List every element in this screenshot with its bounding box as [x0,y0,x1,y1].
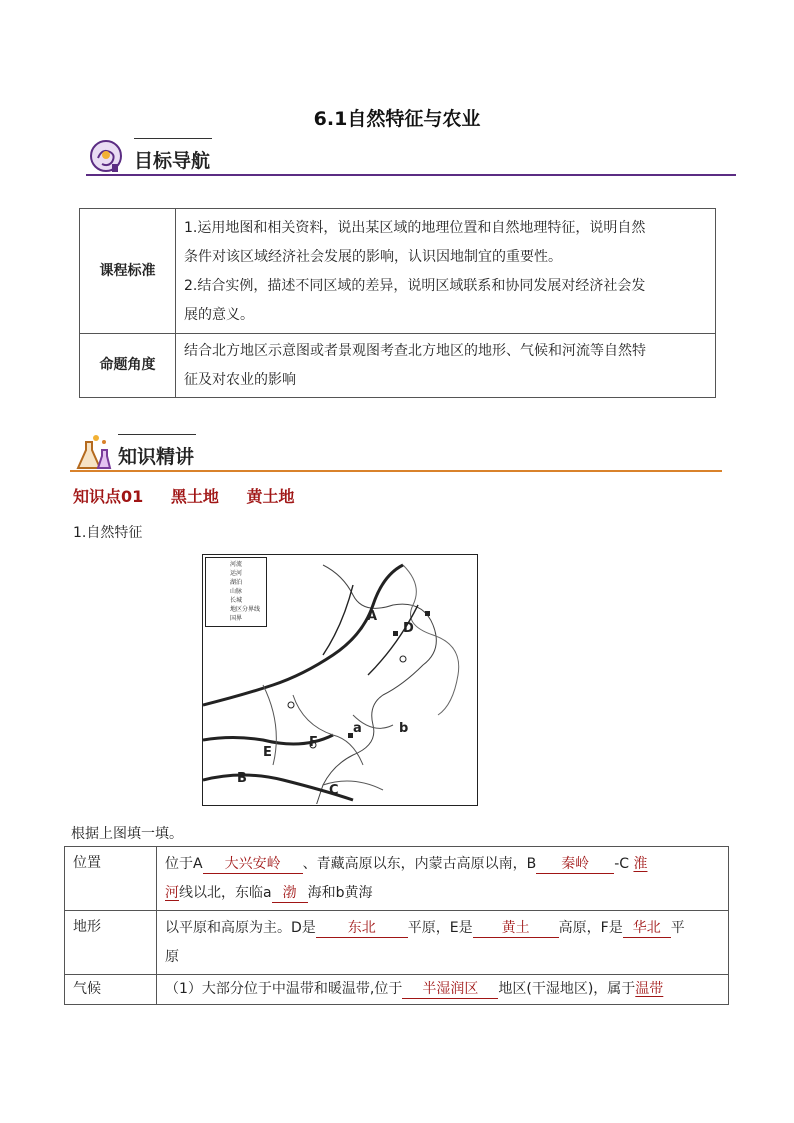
content-line: 展的意义。 [184,307,254,323]
legend-item: 地区分界线 [230,606,261,613]
content-line: 原 [165,948,179,965]
answer-blank: 黄土 [473,919,559,938]
row-label: 地形 [65,911,157,975]
map-label-A: A [367,609,378,624]
content-line: 2.结合实例，描述不同区域的差异，说明区域联系和协同发展对经济社会发 [184,278,646,294]
section-top-rule [118,434,196,435]
content-line: 以平原和高原为主。D是 东北 平原，E是 黄土 高原，F是 华北 平 [165,919,685,936]
section-top-rule [134,138,212,139]
answer-blank: 秦岭 [536,855,614,874]
content-line: （1）大部分位于中温带和暖温带,位于 半湿润区 地区(干湿地区)，属于温带 [165,981,664,997]
map-label-D: D [403,621,414,636]
answer-blank: 大兴安岭 [203,855,303,874]
fill-table [64,846,729,1005]
legend-item: 山脉 [230,588,243,595]
row-label: 气候 [65,975,157,1005]
row-content [176,334,716,398]
table-row [65,975,729,1005]
content-line: 条件对该区域经济社会发展的影响，认识因地制宜的重要性。 [184,249,562,265]
content-line: 河线以北，东临a 渤 海和b黄海 [165,884,373,901]
content-line: 征及对农业的影响 [184,371,296,388]
row-content [176,209,716,334]
table-row [80,209,716,334]
map-label-B: B [237,771,247,786]
table-row [65,847,729,911]
row-content [157,847,729,911]
knowledge-point-topic: 黄土地 [246,487,295,506]
row-label: 位置 [65,847,157,911]
legend-item: 湖泊 [230,579,243,586]
answer-text: 淮 [633,855,648,872]
row-label: 命题角度 [80,334,176,398]
page-title: 6.1自然特征与农业 [313,108,481,130]
answer-blank: 东北 [316,919,408,938]
legend-item: 国界 [230,615,243,622]
map-label-a: a [353,721,362,736]
map-legend [205,557,267,627]
content-line: 结合北方地区示意图或者景观图考查北方地区的地形、气候和河流等自然特 [184,342,646,359]
section-title-knowledge: 知识精讲 [118,446,195,468]
map-label-b: b [399,721,409,736]
answer-blank: 华北 [623,919,671,938]
north-china-map [202,554,478,806]
section-underline [86,174,736,176]
flask-icon [72,432,112,472]
row-label: 课程标准 [80,209,176,334]
fill-prompt: 根据上图填一填。 [71,826,183,842]
section-underline [70,470,722,472]
answer-blank: 半湿润区 [402,980,498,999]
answer-blank: 渤 [272,884,308,903]
brain-icon [88,136,128,176]
content-line: 位于A 大兴安岭 、青藏高原以东，内蒙古高原以南，B 秦岭 -C 淮 [165,855,648,872]
knowledge-point-number: 知识点01 [73,487,144,506]
knowledge-point-topic: 黑土地 [170,487,219,506]
legend-item: 长城 [230,597,243,604]
map-label-C: C [329,783,339,798]
section-header-goals [86,134,736,180]
map-label-E: E [263,745,272,760]
legend-item: 运河 [230,570,243,577]
standards-table [79,208,716,398]
row-content [157,911,729,975]
legend-item: 河流 [230,561,243,568]
table-row [65,911,729,975]
section-title-goals: 目标导航 [134,150,211,172]
map-label-F: F [309,735,318,750]
section-header-knowledge [70,430,722,476]
content-line: 1.运用地图和相关资料，说出某区域的地理位置和自然地理特征，说明自然 [184,220,646,236]
knowledge-point-heading [73,484,316,507]
table-row [80,334,716,398]
answer-text: 温带 [635,981,664,997]
row-content [157,975,729,1005]
answer-text: 河 [165,884,179,901]
subheading: 1.自然特征 [73,525,143,541]
